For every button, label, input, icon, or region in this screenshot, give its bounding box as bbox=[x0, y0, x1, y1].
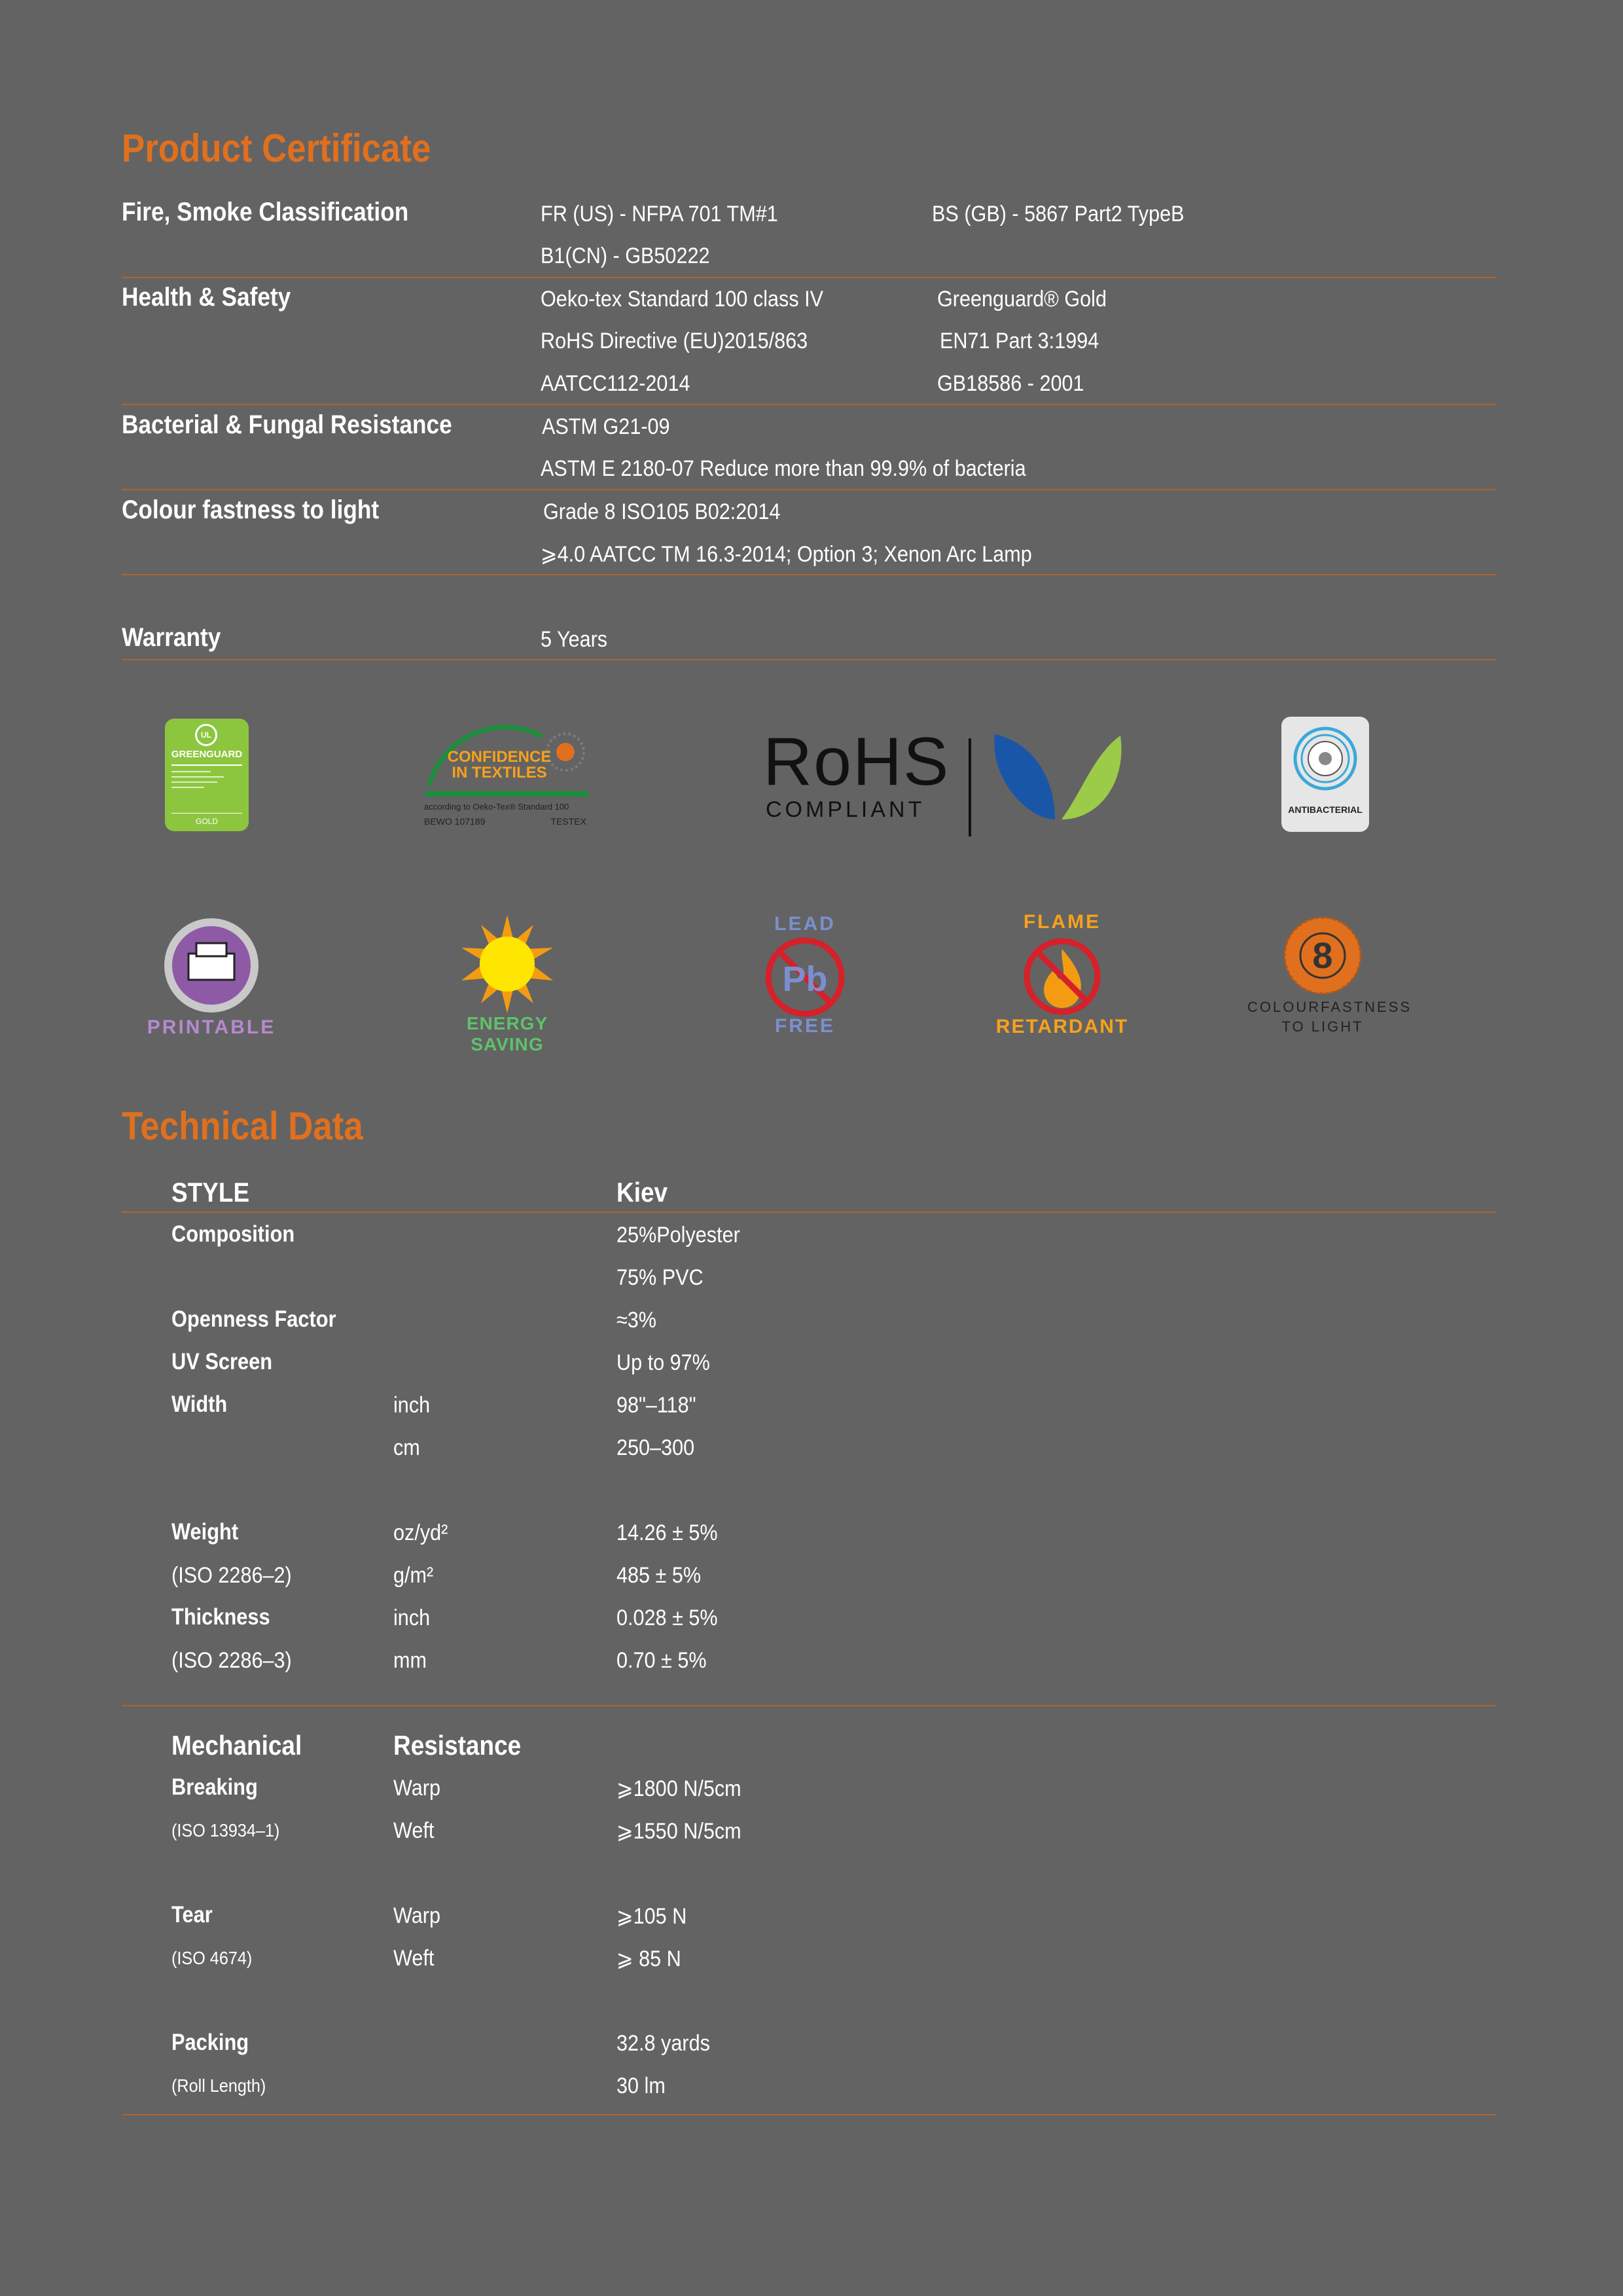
health-value-1: Oeko-tex Standard 100 class IV bbox=[541, 287, 824, 312]
weight-label: Weight bbox=[171, 1519, 239, 1545]
breaking-value-2: ⩾1550 N/5cm bbox=[616, 1819, 741, 1844]
colour-value-2: ⩾4.0 AATCC TM 16.3-2014; Option 3; Xenon Arc Lamp bbox=[541, 542, 1032, 567]
width-value-2: 250–300 bbox=[616, 1435, 695, 1460]
rohs-big: RoHS bbox=[763, 724, 950, 800]
lead-top: LEAD bbox=[774, 913, 836, 935]
oeko-small: according to Oeko-Tex® Standard 100 bbox=[424, 802, 569, 812]
printable-label: PRINTABLE bbox=[147, 1016, 276, 1038]
oeko-code: BEWO 107189 bbox=[424, 816, 486, 827]
fire-value-2: BS (GB) - 5867 Part2 TypeB bbox=[932, 202, 1185, 226]
bacteria-icon bbox=[1293, 726, 1358, 791]
weight-standard: (ISO 2286–2) bbox=[171, 1563, 292, 1588]
flame-bottom: RETARDANT bbox=[995, 1016, 1129, 1037]
lead-bottom: FREE bbox=[774, 1015, 835, 1037]
tear-label: Tear bbox=[171, 1902, 213, 1928]
rohs-sub: COMPLIANT bbox=[766, 797, 925, 822]
warranty-value: 5 Years bbox=[541, 627, 608, 652]
rohs-logo bbox=[763, 724, 1130, 826]
weight-unit-1: oz/yd² bbox=[393, 1520, 448, 1545]
colour-label: Colour fastness to light bbox=[122, 495, 380, 524]
fire-value-3: B1(CN) - GB50222 bbox=[541, 243, 710, 268]
breaking-unit-2: Weft bbox=[393, 1818, 435, 1843]
width-value-1: 98"–118" bbox=[616, 1393, 696, 1418]
lead-mid: Pb bbox=[782, 960, 828, 999]
breaking-value-1: ⩾1800 N/5cm bbox=[616, 1776, 741, 1801]
style-value: Kiev bbox=[616, 1177, 668, 1208]
greenguard-logo bbox=[165, 719, 249, 831]
energy-saving-logo bbox=[432, 915, 582, 1054]
colour-value-1: Grade 8 ISO105 B02:2014 bbox=[543, 499, 781, 524]
composition-value-2: 75% PVC bbox=[616, 1265, 704, 1290]
certificate-title: Product Certificate bbox=[122, 126, 431, 170]
bacterial-value-2: ASTM E 2180-07 Reduce more than 99.9% of bacteria bbox=[541, 456, 1026, 481]
fastness-digit: 8 bbox=[1312, 935, 1333, 976]
warranty-label: Warranty bbox=[122, 623, 221, 652]
divider bbox=[122, 1705, 1496, 1706]
no-flame-icon bbox=[1020, 936, 1105, 1017]
thickness-value-2: 0.70 ± 5% bbox=[616, 1648, 707, 1673]
breaking-standard: (ISO 13934–1) bbox=[171, 1820, 280, 1840]
fire-value-1: FR (US) - NFPA 701 TM#1 bbox=[541, 202, 778, 226]
weight-value-2: 485 ± 5% bbox=[616, 1563, 702, 1588]
resistance-label: Resistance bbox=[393, 1730, 522, 1761]
openness-label: Openness Factor bbox=[171, 1306, 336, 1332]
antibacterial-label: ANTIBACTERIAL bbox=[1288, 804, 1363, 815]
bacterial-value-1: ASTM G21-09 bbox=[542, 414, 670, 439]
flame-retardant-logo bbox=[993, 911, 1131, 1045]
bacterial-label: Bacterial & Fungal Resistance bbox=[122, 410, 452, 439]
weight-value-1: 14.26 ± 5% bbox=[616, 1520, 718, 1545]
oeko-lab: TESTEX bbox=[550, 816, 586, 827]
tear-unit-1: Warp bbox=[393, 1903, 440, 1928]
oeko-tex-logo bbox=[424, 723, 594, 834]
packing-label: Packing bbox=[171, 2030, 249, 2055]
divider bbox=[122, 404, 1496, 405]
divider bbox=[122, 1211, 1496, 1213]
ul-icon: UL bbox=[195, 724, 217, 746]
packing-value-2: 30 lm bbox=[616, 2073, 666, 2098]
openness-value: ≈3% bbox=[616, 1308, 657, 1333]
tear-unit-2: Weft bbox=[393, 1946, 435, 1971]
health-value-4: EN71 Part 3:1994 bbox=[940, 329, 1099, 353]
antibacterial-logo bbox=[1281, 717, 1369, 832]
divider bbox=[122, 574, 1496, 575]
breaking-label: Breaking bbox=[171, 1774, 258, 1800]
health-value-6: GB18586 - 2001 bbox=[937, 371, 1084, 396]
divider bbox=[122, 659, 1496, 660]
tear-value-2: ⩾ 85 N bbox=[616, 1946, 681, 1971]
fastness-line2: TO LIGHT bbox=[1281, 1018, 1364, 1035]
health-value-2: Greenguard® Gold bbox=[937, 287, 1107, 312]
oeko-line2: IN TEXTILES bbox=[452, 764, 547, 781]
thickness-standard: (ISO 2286–3) bbox=[171, 1648, 292, 1673]
colourfastness-logo bbox=[1247, 916, 1412, 1041]
breaking-unit-1: Warp bbox=[393, 1776, 440, 1801]
composition-value-1: 25%Polyester bbox=[616, 1223, 740, 1247]
greenguard-sub: GOLD bbox=[195, 817, 218, 826]
packing-value-1: 32.8 yards bbox=[616, 2031, 710, 2056]
health-label: Health & Safety bbox=[122, 283, 291, 312]
width-unit-2: cm bbox=[393, 1435, 420, 1460]
energy-label: ENERGY SAVING bbox=[466, 1013, 548, 1054]
thickness-label: Thickness bbox=[171, 1604, 270, 1630]
uv-value: Up to 97% bbox=[616, 1350, 710, 1375]
greenguard-name: GREENGUARD bbox=[171, 749, 243, 760]
fastness-line1: COLOURFASTNESS bbox=[1247, 999, 1412, 1015]
tear-standard: (ISO 4674) bbox=[171, 1948, 253, 1968]
uv-label: UV Screen bbox=[171, 1349, 273, 1374]
technical-title: Technical Data bbox=[122, 1104, 363, 1148]
thickness-unit-1: inch bbox=[393, 1605, 431, 1630]
flame-top: FLAME bbox=[1023, 911, 1101, 933]
health-value-3: RoHS Directive (EU)2015/863 bbox=[541, 329, 808, 353]
fire-label: Fire, Smoke Classification bbox=[122, 198, 409, 226]
thickness-unit-2: mm bbox=[393, 1648, 427, 1673]
health-value-5: AATCC112-2014 bbox=[541, 371, 690, 396]
sun-icon bbox=[458, 915, 556, 1013]
weight-unit-2: g/m² bbox=[393, 1563, 434, 1588]
width-label: Width bbox=[171, 1391, 228, 1417]
lead-free-logo bbox=[753, 913, 857, 1044]
composition-label: Composition bbox=[171, 1221, 295, 1247]
butterfly-icon bbox=[990, 728, 1127, 826]
tear-value-1: ⩾105 N bbox=[616, 1904, 687, 1929]
packing-standard: (Roll Length) bbox=[171, 2075, 266, 2096]
divider bbox=[122, 277, 1496, 278]
style-label: STYLE bbox=[171, 1177, 250, 1208]
divider bbox=[122, 2114, 1496, 2115]
width-unit-1: inch bbox=[393, 1393, 431, 1418]
oeko-line1: CONFIDENCE bbox=[447, 748, 552, 766]
thickness-value-1: 0.028 ± 5% bbox=[616, 1605, 718, 1630]
printable-logo bbox=[143, 913, 280, 1044]
divider bbox=[122, 489, 1496, 490]
mechanical-label: Mechanical bbox=[171, 1730, 302, 1761]
